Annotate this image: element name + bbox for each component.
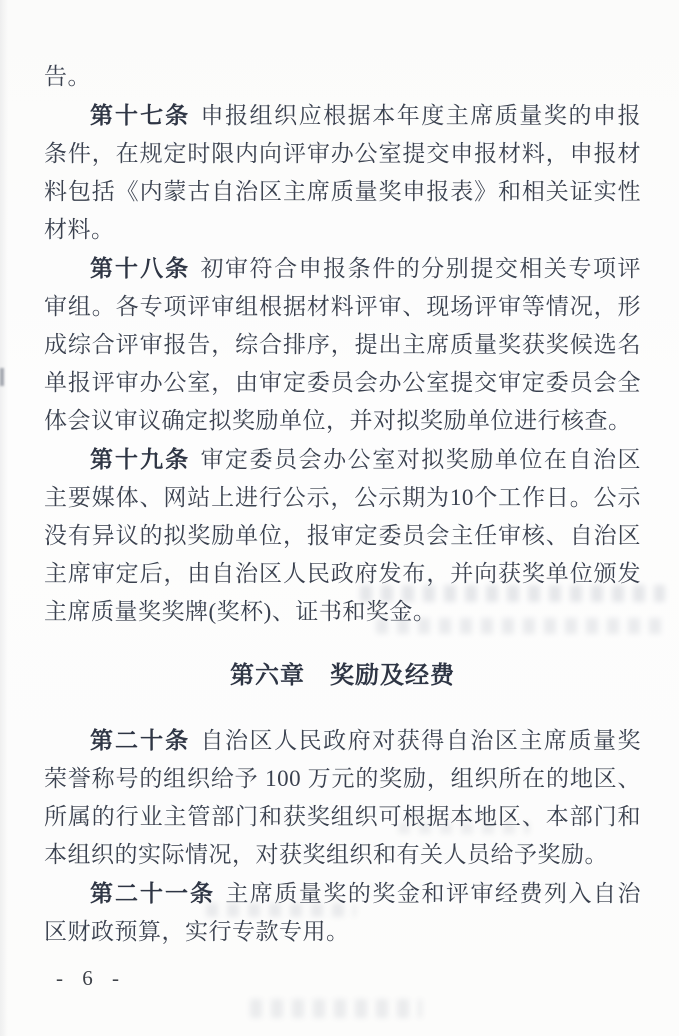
article-18-text: 初审符合申报条件的分别提交相关专项评审组。各专项评审组根据材料评审、现场评审等情况，形成综合评审报告，综合排序，提出主席质量奖获奖候选名单报评审办公室，由审定委员会办公室提交审定委员会全体会议审议确定拟奖励单位，并对拟奖励单位进行核查。 <box>44 256 641 433</box>
bleedthrough-artifact <box>250 999 422 1018</box>
article-17 <box>44 96 641 249</box>
article-20-text: 自治区人民政府对获得自治区主席质量奖荣誉称号的组织给予 100 万元的奖励，组织所在的地区、所属的行业主管部门和获奖组织可根据本地区、本部门和本组织的实际情况，对获奖组织和有关人员给予奖励。 <box>44 728 641 867</box>
paragraph-continuation <box>44 58 641 96</box>
article-21-label: 第二十一条 <box>90 880 216 906</box>
article-21 <box>44 874 641 951</box>
article-19-label: 第十九条 <box>90 446 191 472</box>
article-21-text: 主席质量奖的奖金和评审经费列入自治区财政预算，实行专款专用。 <box>44 881 642 944</box>
document-body <box>44 58 641 951</box>
article-20 <box>44 721 641 874</box>
article-20-label: 第二十条 <box>90 727 191 753</box>
article-19 <box>44 440 641 631</box>
article-18-label: 第十八条 <box>90 255 191 281</box>
article-19-text: 审定委员会办公室对拟奖励单位在自治区主要媒体、网站上进行公示，公示期为10个工作日。公示没有异议的拟奖励单位，报审定委员会主任审核、自治区主席审定后，由自治区人民政府发布，并向获奖单位颁发主席质量奖奖牌(奖杯)、证书和奖金。 <box>44 447 641 624</box>
article-17-label: 第十七条 <box>90 102 191 128</box>
article-17-text: 申报组织应根据本年度主席质量奖的申报条件，在规定时限内向评审办公室提交申报材料，申报材料包括《内蒙古自治区主席质量奖申报表》和相关证实性材料。 <box>44 103 641 242</box>
page-number: - 6 - <box>56 966 126 990</box>
chapter-6-heading: 第六章 奖励及经费 <box>230 662 455 689</box>
scan-edge-artifact <box>0 368 4 386</box>
article-18 <box>44 249 641 440</box>
paragraph-continuation-text: 告。 <box>44 64 91 89</box>
